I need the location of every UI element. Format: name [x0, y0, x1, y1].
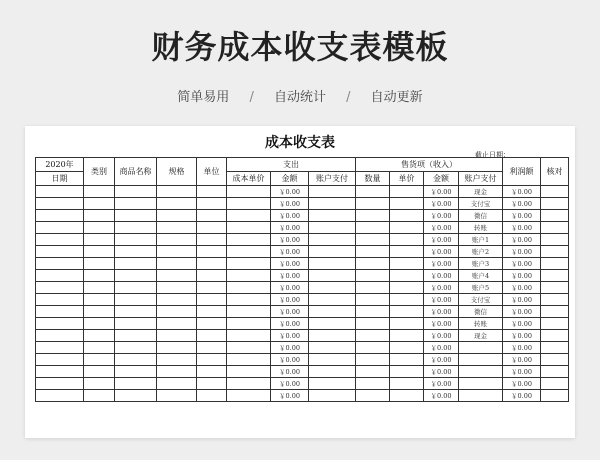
cell-date[interactable]: [36, 354, 84, 366]
ledger-body: [36, 186, 569, 402]
cell-product-name[interactable]: [115, 234, 157, 246]
cell-check[interactable]: [541, 342, 569, 354]
cell-product-name[interactable]: [115, 258, 157, 270]
cell-date[interactable]: [36, 306, 84, 318]
cell-date[interactable]: [36, 186, 84, 198]
cell-income-account[interactable]: 微信: [459, 306, 503, 318]
table-row: [36, 378, 569, 390]
cell-category[interactable]: [84, 330, 115, 342]
feature-tag-autostat: 自动统计: [273, 90, 326, 105]
cell-unit[interactable]: [197, 234, 227, 246]
cell-income-amount[interactable]: ￥0.00: [424, 186, 459, 198]
cell-unit-cost[interactable]: [227, 270, 271, 282]
cell-spec[interactable]: [157, 198, 197, 210]
cell-expense-amount[interactable]: ￥0.00: [271, 342, 309, 354]
cell-profit[interactable]: ￥0.00: [503, 390, 541, 402]
cell-product-name[interactable]: [115, 330, 157, 342]
cell-category[interactable]: [84, 246, 115, 258]
cell-income-account[interactable]: [459, 390, 503, 402]
cell-profit[interactable]: ￥0.00: [503, 270, 541, 282]
cell-quantity[interactable]: [356, 234, 390, 246]
cell-unit[interactable]: [197, 222, 227, 234]
cell-income-account[interactable]: 转账: [459, 222, 503, 234]
cell-unit[interactable]: [197, 210, 227, 222]
cell-category[interactable]: [84, 258, 115, 270]
cell-unit-price[interactable]: [390, 234, 424, 246]
cell-spec[interactable]: [157, 234, 197, 246]
cell-quantity[interactable]: [356, 378, 390, 390]
cell-check[interactable]: [541, 222, 569, 234]
cell-expense-account[interactable]: [309, 294, 356, 306]
header-income: 售货项（收入）: [356, 158, 503, 172]
cell-expense-account[interactable]: [309, 234, 356, 246]
cell-unit-price[interactable]: [390, 282, 424, 294]
cell-profit[interactable]: ￥0.00: [503, 366, 541, 378]
cell-category[interactable]: [84, 186, 115, 198]
cell-date[interactable]: [36, 222, 84, 234]
cell-profit[interactable]: ￥0.00: [503, 354, 541, 366]
cell-expense-account[interactable]: [309, 186, 356, 198]
header-expense: 支出: [227, 158, 356, 172]
cell-expense-amount[interactable]: ￥0.00: [271, 222, 309, 234]
cell-income-amount[interactable]: ￥0.00: [424, 306, 459, 318]
spreadsheet-preview: [25, 126, 575, 438]
cell-profit[interactable]: ￥0.00: [503, 234, 541, 246]
header-category: 类别: [84, 158, 115, 186]
cell-unit-price[interactable]: [390, 270, 424, 282]
table-row: [36, 330, 569, 342]
cell-category[interactable]: [84, 234, 115, 246]
cell-unit-price[interactable]: [390, 210, 424, 222]
cell-expense-account[interactable]: [309, 318, 356, 330]
cell-quantity[interactable]: [356, 306, 390, 318]
cell-income-account[interactable]: [459, 354, 503, 366]
cell-income-amount[interactable]: ￥0.00: [424, 318, 459, 330]
tag-separator: /: [346, 90, 351, 105]
cell-expense-amount[interactable]: ￥0.00: [271, 366, 309, 378]
tag-separator: /: [249, 90, 254, 105]
cell-income-amount[interactable]: ￥0.00: [424, 354, 459, 366]
table-row: [36, 270, 569, 282]
cell-income-amount[interactable]: ￥0.00: [424, 366, 459, 378]
cell-expense-amount[interactable]: ￥0.00: [271, 330, 309, 342]
cell-check[interactable]: [541, 270, 569, 282]
table-row: [36, 258, 569, 270]
cell-category[interactable]: [84, 294, 115, 306]
cell-expense-amount[interactable]: ￥0.00: [271, 306, 309, 318]
cell-category[interactable]: [84, 342, 115, 354]
table-row: [36, 282, 569, 294]
cell-spec[interactable]: [157, 210, 197, 222]
deadline-label: 截止日期：: [475, 151, 510, 159]
cell-check[interactable]: [541, 246, 569, 258]
cell-unit-cost[interactable]: [227, 378, 271, 390]
cell-quantity[interactable]: [356, 258, 390, 270]
cell-income-amount[interactable]: ￥0.00: [424, 378, 459, 390]
cell-unit-cost[interactable]: [227, 258, 271, 270]
cell-expense-account[interactable]: [309, 270, 356, 282]
cell-unit[interactable]: [197, 306, 227, 318]
table-row: [36, 222, 569, 234]
cell-category[interactable]: [84, 390, 115, 402]
table-row: [36, 234, 569, 246]
cell-expense-account[interactable]: [309, 246, 356, 258]
cell-unit-price[interactable]: [390, 246, 424, 258]
cell-profit[interactable]: ￥0.00: [503, 258, 541, 270]
table-row: [36, 294, 569, 306]
cell-date[interactable]: [36, 342, 84, 354]
cell-check[interactable]: [541, 354, 569, 366]
cell-income-account[interactable]: [459, 366, 503, 378]
sheet-title: 成本收支表: [265, 135, 335, 151]
header-income-account: 账户支付: [459, 172, 503, 186]
cell-profit[interactable]: ￥0.00: [503, 186, 541, 198]
header-expense-account: 账户支付: [309, 172, 356, 186]
cell-income-amount[interactable]: ￥0.00: [424, 342, 459, 354]
cell-date[interactable]: [36, 210, 84, 222]
cell-date[interactable]: [36, 258, 84, 270]
cell-quantity[interactable]: [356, 390, 390, 402]
cell-unit[interactable]: [197, 282, 227, 294]
cell-check[interactable]: [541, 282, 569, 294]
cell-check[interactable]: [541, 378, 569, 390]
cell-product-name[interactable]: [115, 210, 157, 222]
cell-check[interactable]: [541, 294, 569, 306]
cell-profit[interactable]: ￥0.00: [503, 318, 541, 330]
cell-expense-amount[interactable]: ￥0.00: [271, 258, 309, 270]
cell-quantity[interactable]: [356, 294, 390, 306]
cell-product-name[interactable]: [115, 342, 157, 354]
cell-income-account[interactable]: 账户3: [459, 258, 503, 270]
cell-profit[interactable]: ￥0.00: [503, 282, 541, 294]
cell-category[interactable]: [84, 210, 115, 222]
cell-expense-account[interactable]: [309, 222, 356, 234]
cell-unit-price[interactable]: [390, 294, 424, 306]
cell-expense-amount[interactable]: ￥0.00: [271, 234, 309, 246]
cell-product-name[interactable]: [115, 270, 157, 282]
cell-spec[interactable]: [157, 378, 197, 390]
cell-expense-account[interactable]: [309, 330, 356, 342]
cell-quantity[interactable]: [356, 366, 390, 378]
cell-unit-price[interactable]: [390, 186, 424, 198]
cell-expense-amount[interactable]: ￥0.00: [271, 270, 309, 282]
cell-product-name[interactable]: [115, 222, 157, 234]
cell-unit-cost[interactable]: [227, 342, 271, 354]
cell-product-name[interactable]: [115, 282, 157, 294]
cell-product-name[interactable]: [115, 354, 157, 366]
cell-income-amount[interactable]: ￥0.00: [424, 246, 459, 258]
cell-income-amount[interactable]: ￥0.00: [424, 222, 459, 234]
cell-unit-cost[interactable]: [227, 234, 271, 246]
table-row: [36, 246, 569, 258]
cell-check[interactable]: [541, 390, 569, 402]
cell-category[interactable]: [84, 222, 115, 234]
cell-unit[interactable]: [197, 186, 227, 198]
cell-unit-price[interactable]: [390, 198, 424, 210]
header-expense-amount: 金额: [271, 172, 309, 186]
cell-product-name[interactable]: [115, 186, 157, 198]
cell-income-amount[interactable]: ￥0.00: [424, 330, 459, 342]
cell-unit-cost[interactable]: [227, 198, 271, 210]
cell-income-account[interactable]: [459, 342, 503, 354]
cell-product-name[interactable]: [115, 318, 157, 330]
header-product-name: 商品名称: [115, 158, 157, 186]
cell-unit-cost[interactable]: [227, 354, 271, 366]
cell-income-account[interactable]: 账户4: [459, 270, 503, 282]
header-expense-unit-cost: 成本单价: [227, 172, 271, 186]
cell-expense-account[interactable]: [309, 378, 356, 390]
cell-expense-amount[interactable]: ￥0.00: [271, 390, 309, 402]
cell-quantity[interactable]: [356, 186, 390, 198]
ledger-table: [35, 157, 569, 402]
cell-date[interactable]: [36, 234, 84, 246]
cell-unit[interactable]: [197, 378, 227, 390]
cell-product-name[interactable]: [115, 198, 157, 210]
cell-unit-price[interactable]: [390, 318, 424, 330]
header-income-unit-price: 单价: [390, 172, 424, 186]
cell-spec[interactable]: [157, 222, 197, 234]
cell-expense-amount[interactable]: ￥0.00: [271, 294, 309, 306]
cell-quantity[interactable]: [356, 222, 390, 234]
cell-spec[interactable]: [157, 366, 197, 378]
cell-profit[interactable]: ￥0.00: [503, 342, 541, 354]
cell-unit-cost[interactable]: [227, 306, 271, 318]
cell-income-account[interactable]: [459, 378, 503, 390]
cell-quantity[interactable]: [356, 342, 390, 354]
table-row: [36, 198, 569, 210]
cell-profit[interactable]: ￥0.00: [503, 306, 541, 318]
table-row: [36, 318, 569, 330]
cell-unit-cost[interactable]: [227, 366, 271, 378]
cell-unit-cost[interactable]: [227, 294, 271, 306]
header-profit: 利润额: [503, 158, 541, 186]
cell-unit[interactable]: [197, 354, 227, 366]
cell-unit[interactable]: [197, 198, 227, 210]
header-check: 核对: [541, 158, 569, 186]
cell-expense-account[interactable]: [309, 258, 356, 270]
cell-check[interactable]: [541, 258, 569, 270]
cell-profit[interactable]: ￥0.00: [503, 378, 541, 390]
cell-unit-price[interactable]: [390, 330, 424, 342]
cell-category[interactable]: [84, 366, 115, 378]
cell-category[interactable]: [84, 270, 115, 282]
cell-quantity[interactable]: [356, 282, 390, 294]
cell-unit[interactable]: [197, 390, 227, 402]
cell-spec[interactable]: [157, 246, 197, 258]
cell-unit[interactable]: [197, 258, 227, 270]
cell-unit-price[interactable]: [390, 366, 424, 378]
cell-income-amount[interactable]: ￥0.00: [424, 258, 459, 270]
cell-date[interactable]: [36, 282, 84, 294]
cell-check[interactable]: [541, 366, 569, 378]
feature-tag-easy: 简单易用: [177, 90, 230, 105]
cell-income-account[interactable]: 转账: [459, 318, 503, 330]
cell-unit[interactable]: [197, 366, 227, 378]
cell-spec[interactable]: [157, 258, 197, 270]
cell-expense-account[interactable]: [309, 366, 356, 378]
cell-product-name[interactable]: [115, 306, 157, 318]
cell-spec[interactable]: [157, 354, 197, 366]
table-row: [36, 342, 569, 354]
cell-check[interactable]: [541, 198, 569, 210]
cell-category[interactable]: [84, 306, 115, 318]
cell-product-name[interactable]: [115, 366, 157, 378]
cell-spec[interactable]: [157, 282, 197, 294]
cell-unit[interactable]: [197, 318, 227, 330]
cell-expense-amount[interactable]: ￥0.00: [271, 246, 309, 258]
cell-expense-account[interactable]: [309, 354, 356, 366]
cell-product-name[interactable]: [115, 390, 157, 402]
cell-profit[interactable]: ￥0.00: [503, 330, 541, 342]
header-unit: 单位: [197, 158, 227, 186]
cell-income-account[interactable]: 账户1: [459, 234, 503, 246]
cell-profit[interactable]: ￥0.00: [503, 198, 541, 210]
cell-unit[interactable]: [197, 246, 227, 258]
cell-income-amount[interactable]: ￥0.00: [424, 234, 459, 246]
cell-expense-amount[interactable]: ￥0.00: [271, 210, 309, 222]
cell-quantity[interactable]: [356, 210, 390, 222]
cell-date[interactable]: [36, 294, 84, 306]
cell-unit-price[interactable]: [390, 342, 424, 354]
cell-unit-price[interactable]: [390, 222, 424, 234]
cell-unit-cost[interactable]: [227, 210, 271, 222]
cell-spec[interactable]: [157, 270, 197, 282]
header-date: 日期: [36, 172, 84, 186]
feature-tag-autoupdate: 自动更新: [370, 90, 423, 105]
cell-date[interactable]: [36, 390, 84, 402]
cell-expense-account[interactable]: [309, 306, 356, 318]
cell-unit[interactable]: [197, 270, 227, 282]
header-income-amount: 金额: [424, 172, 459, 186]
cell-check[interactable]: [541, 318, 569, 330]
cell-spec[interactable]: [157, 306, 197, 318]
cell-expense-amount[interactable]: ￥0.00: [271, 186, 309, 198]
cell-expense-account[interactable]: [309, 282, 356, 294]
cell-check[interactable]: [541, 186, 569, 198]
cell-expense-amount[interactable]: ￥0.00: [271, 198, 309, 210]
cell-unit-price[interactable]: [390, 258, 424, 270]
cell-spec[interactable]: [157, 186, 197, 198]
cell-spec[interactable]: [157, 294, 197, 306]
table-row: [36, 306, 569, 318]
cell-expense-amount[interactable]: ￥0.00: [271, 354, 309, 366]
cell-unit[interactable]: [197, 330, 227, 342]
cell-income-amount[interactable]: ￥0.00: [424, 390, 459, 402]
feature-tags: [0, 86, 600, 105]
header-spec: 规格: [157, 158, 197, 186]
cell-expense-account[interactable]: [309, 390, 356, 402]
cell-category[interactable]: [84, 354, 115, 366]
cell-unit-cost[interactable]: [227, 282, 271, 294]
cell-unit[interactable]: [197, 342, 227, 354]
cell-income-account[interactable]: 账户5: [459, 282, 503, 294]
cell-spec[interactable]: [157, 390, 197, 402]
cell-date[interactable]: [36, 378, 84, 390]
cell-date[interactable]: [36, 270, 84, 282]
cell-check[interactable]: [541, 306, 569, 318]
cell-income-account[interactable]: 微信: [459, 210, 503, 222]
cell-income-account[interactable]: 支付宝: [459, 294, 503, 306]
cell-category[interactable]: [84, 198, 115, 210]
cell-unit-cost[interactable]: [227, 330, 271, 342]
cell-category[interactable]: [84, 378, 115, 390]
table-row: [36, 390, 569, 402]
cell-quantity[interactable]: [356, 246, 390, 258]
cell-unit-cost[interactable]: [227, 390, 271, 402]
cell-expense-account[interactable]: [309, 198, 356, 210]
cell-quantity[interactable]: [356, 270, 390, 282]
cell-date[interactable]: [36, 366, 84, 378]
cell-check[interactable]: [541, 210, 569, 222]
cell-date[interactable]: [36, 198, 84, 210]
cell-profit[interactable]: ￥0.00: [503, 294, 541, 306]
cell-income-amount[interactable]: ￥0.00: [424, 198, 459, 210]
cell-category[interactable]: [84, 282, 115, 294]
cell-date[interactable]: [36, 318, 84, 330]
cell-spec[interactable]: [157, 342, 197, 354]
cell-spec[interactable]: [157, 318, 197, 330]
cell-quantity[interactable]: [356, 198, 390, 210]
cell-expense-account[interactable]: [309, 342, 356, 354]
cell-expense-amount[interactable]: ￥0.00: [271, 282, 309, 294]
cell-expense-amount[interactable]: ￥0.00: [271, 318, 309, 330]
cell-unit-cost[interactable]: [227, 186, 271, 198]
table-row: [36, 366, 569, 378]
cell-income-account[interactable]: 支付宝: [459, 198, 503, 210]
cell-unit-price[interactable]: [390, 378, 424, 390]
cell-product-name[interactable]: [115, 294, 157, 306]
cell-income-account[interactable]: 现金: [459, 330, 503, 342]
cell-unit-price[interactable]: [390, 354, 424, 366]
table-row: [36, 210, 569, 222]
cell-check[interactable]: [541, 234, 569, 246]
cell-check[interactable]: [541, 330, 569, 342]
cell-profit[interactable]: ￥0.00: [503, 246, 541, 258]
header-year: 2020年: [36, 158, 84, 172]
cell-product-name[interactable]: [115, 246, 157, 258]
table-row: [36, 354, 569, 366]
cell-quantity[interactable]: [356, 330, 390, 342]
header-income-quantity: 数量: [356, 172, 390, 186]
hero-title: 财务成本收支表模板: [151, 28, 449, 66]
cell-date[interactable]: [36, 330, 84, 342]
cell-category[interactable]: [84, 318, 115, 330]
cell-income-amount[interactable]: ￥0.00: [424, 210, 459, 222]
cell-unit-cost[interactable]: [227, 318, 271, 330]
cell-income-amount[interactable]: ￥0.00: [424, 270, 459, 282]
cell-unit-cost[interactable]: [227, 246, 271, 258]
cell-quantity[interactable]: [356, 318, 390, 330]
cell-expense-amount[interactable]: ￥0.00: [271, 378, 309, 390]
cell-product-name[interactable]: [115, 378, 157, 390]
cell-spec[interactable]: [157, 330, 197, 342]
cell-unit-price[interactable]: [390, 306, 424, 318]
cell-income-account[interactable]: 账户2: [459, 246, 503, 258]
cell-quantity[interactable]: [356, 354, 390, 366]
cell-unit-price[interactable]: [390, 390, 424, 402]
cell-income-account[interactable]: 现金: [459, 186, 503, 198]
cell-income-amount[interactable]: ￥0.00: [424, 294, 459, 306]
cell-expense-account[interactable]: [309, 210, 356, 222]
cell-unit[interactable]: [197, 294, 227, 306]
cell-income-amount[interactable]: ￥0.00: [424, 282, 459, 294]
cell-profit[interactable]: ￥0.00: [503, 222, 541, 234]
cell-unit-cost[interactable]: [227, 222, 271, 234]
cell-profit[interactable]: ￥0.00: [503, 210, 541, 222]
cell-date[interactable]: [36, 246, 84, 258]
table-row: [36, 186, 569, 198]
